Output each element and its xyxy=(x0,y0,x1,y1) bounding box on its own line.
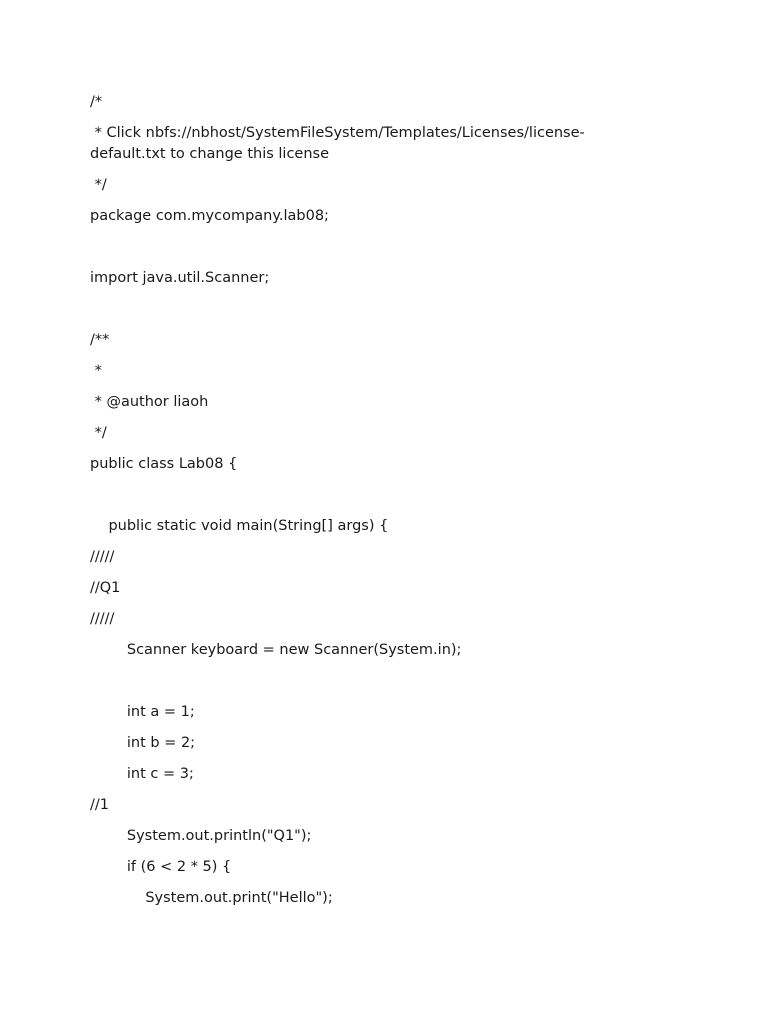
text-line: public static void main(String[] args) { xyxy=(90,518,389,534)
text-line: ///// xyxy=(90,549,115,565)
blank-line xyxy=(90,299,650,320)
text-line: int c = 3; xyxy=(90,766,194,782)
text-line: if (6 < 2 * 5) { xyxy=(90,859,232,875)
text-line: */ xyxy=(90,425,107,441)
text-line: /** xyxy=(90,332,110,348)
text-line: System.out.println("Q1"); xyxy=(90,828,312,844)
text-line: */ xyxy=(90,177,107,193)
text-line: Scanner keyboard = new Scanner(System.in); xyxy=(90,642,462,658)
text-line: public class Lab08 { xyxy=(90,456,238,472)
text-line: * xyxy=(90,363,102,379)
text-line: //1 xyxy=(90,797,109,813)
document-content xyxy=(90,92,650,919)
text-line: ///// xyxy=(90,611,115,627)
text-line: //Q1 xyxy=(90,580,121,596)
text-line: * Click nbfs://nbhost/SystemFileSystem/Templates/Licenses/license-default.txt to change this license xyxy=(90,125,585,162)
text-line: System.out.print("Hello"); xyxy=(90,890,333,906)
text-line: package com.mycompany.lab08; xyxy=(90,208,329,224)
text-line: * @author liaoh xyxy=(90,394,209,410)
text-line: import java.util.Scanner; xyxy=(90,270,270,286)
text-line: /* xyxy=(90,94,103,110)
blank-line xyxy=(90,485,650,506)
text-line: int b = 2; xyxy=(90,735,196,751)
text-line: int a = 1; xyxy=(90,704,195,720)
blank-line xyxy=(90,671,650,692)
blank-line xyxy=(90,237,650,258)
